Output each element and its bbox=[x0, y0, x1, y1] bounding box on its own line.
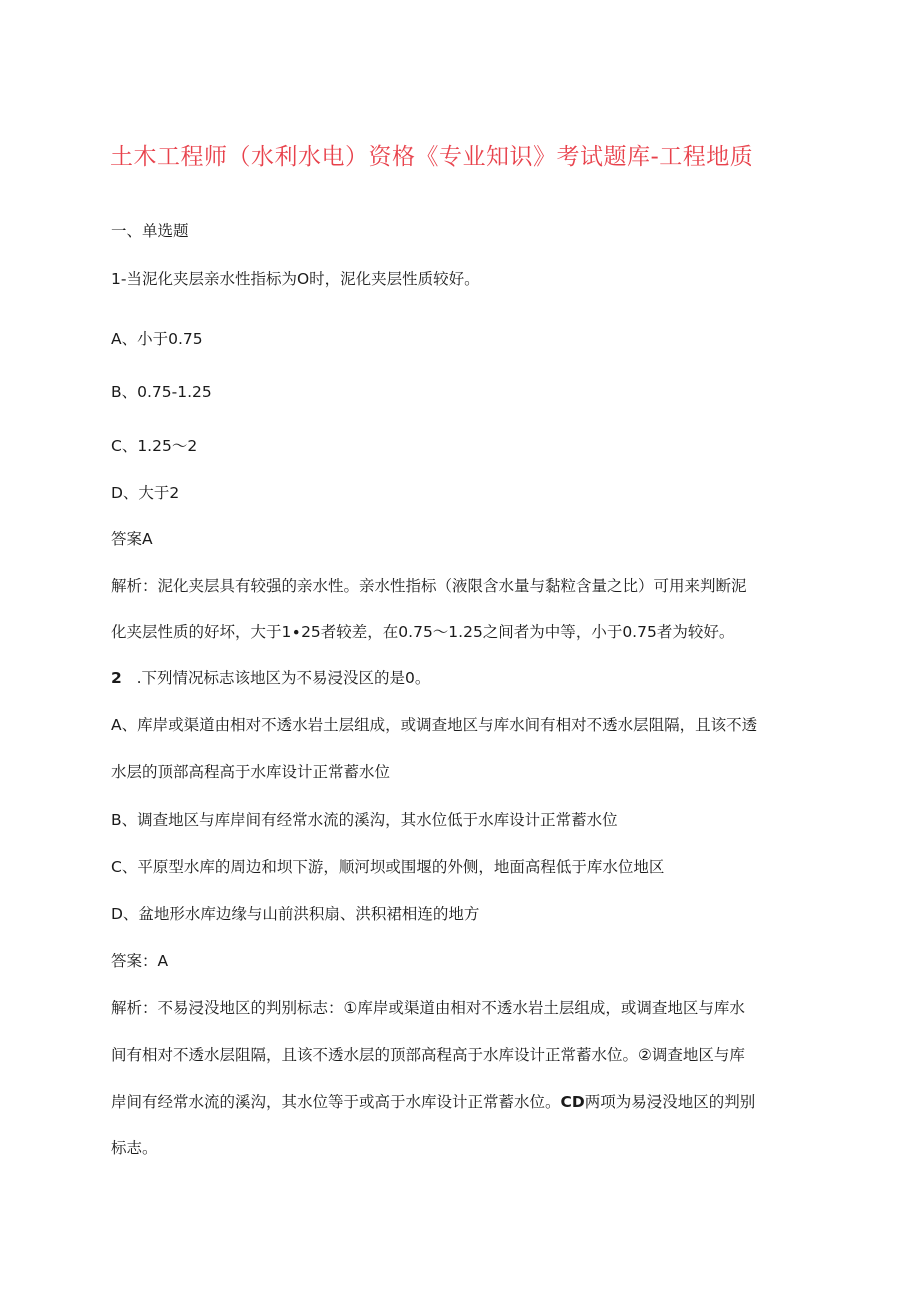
question-1-analysis-line: 解析：泥化夹层具有较强的亲水性。亲水性指标（液限含水量与黏粒含量之比）可用来判断泥 bbox=[111, 577, 747, 595]
question-2-stem bbox=[111, 667, 826, 689]
question-2-analysis-line: 间有相对不透水层阻隔，且该不透水层的顶部高程高于水库设计正常蓄水位。②调查地区与库 bbox=[111, 1046, 745, 1064]
question-2-answer: 答案：A bbox=[111, 952, 169, 970]
analysis-text: 两项为易浸没地区的判别 bbox=[584, 1093, 756, 1111]
question-2-option-c: C、平原型水库的周边和坝下游，顺河坝或围堰的外侧，地面高程低于库水位地区 bbox=[111, 858, 665, 876]
question-2-option-a-line: A、库岸或渠道由相对不透水岩土层组成，或调查地区与库水间有相对不透水层阻隔，且该不透 bbox=[111, 716, 758, 734]
question-1-stem: 1-当泥化夹层亲水性指标为O时，泥化夹层性质较好。 bbox=[111, 270, 480, 288]
question-1-option-c: C、1.25〜2 bbox=[111, 437, 198, 455]
question-1-option-a: A、小于0.75 bbox=[111, 330, 203, 348]
question-1-option-d: D、大于2 bbox=[111, 484, 180, 502]
question-1-option-b: B、0.75-1.25 bbox=[111, 383, 212, 401]
question-2-number: 2 bbox=[111, 669, 122, 687]
question-2-option-b: B、调查地区与库岸间有经常水流的溪沟，其水位低于水库设计正常蓄水位 bbox=[111, 811, 618, 829]
section-heading: 一、单选题 bbox=[111, 222, 189, 240]
question-2-analysis-line: 标志。 bbox=[111, 1139, 158, 1157]
question-2-stem-text: .下列情况标志该地区为不易浸没区的是0。 bbox=[136, 669, 431, 687]
question-1-answer: 答案A bbox=[111, 530, 153, 548]
question-2-analysis-line: 解析：不易浸没地区的判别标志：①库岸或渠道由相对不透水岩土层组成，或调查地区与库水 bbox=[111, 999, 745, 1017]
analysis-text: 岸间有经常水流的溪沟，其水位等于或高于水库设计正常蓄水位。 bbox=[111, 1093, 561, 1111]
question-1-analysis-line: 化夹层性质的好坏，大于1∙25者较差，在0.75〜1.25之间者为中等，小于0.75者为较好。 bbox=[111, 623, 735, 641]
analysis-bold-cd: CD bbox=[560, 1093, 585, 1111]
question-2-option-a-line: 水层的顶部高程高于水库设计正常蓄水位 bbox=[111, 763, 391, 781]
question-2-analysis-line bbox=[111, 1091, 826, 1113]
document-title: 土木工程师（水利水电）资格《专业知识》考试题库-工程地质 bbox=[110, 144, 754, 170]
question-2-option-d: D、盆地形水库边缘与山前洪积扇、洪积裙相连的地方 bbox=[111, 905, 480, 923]
